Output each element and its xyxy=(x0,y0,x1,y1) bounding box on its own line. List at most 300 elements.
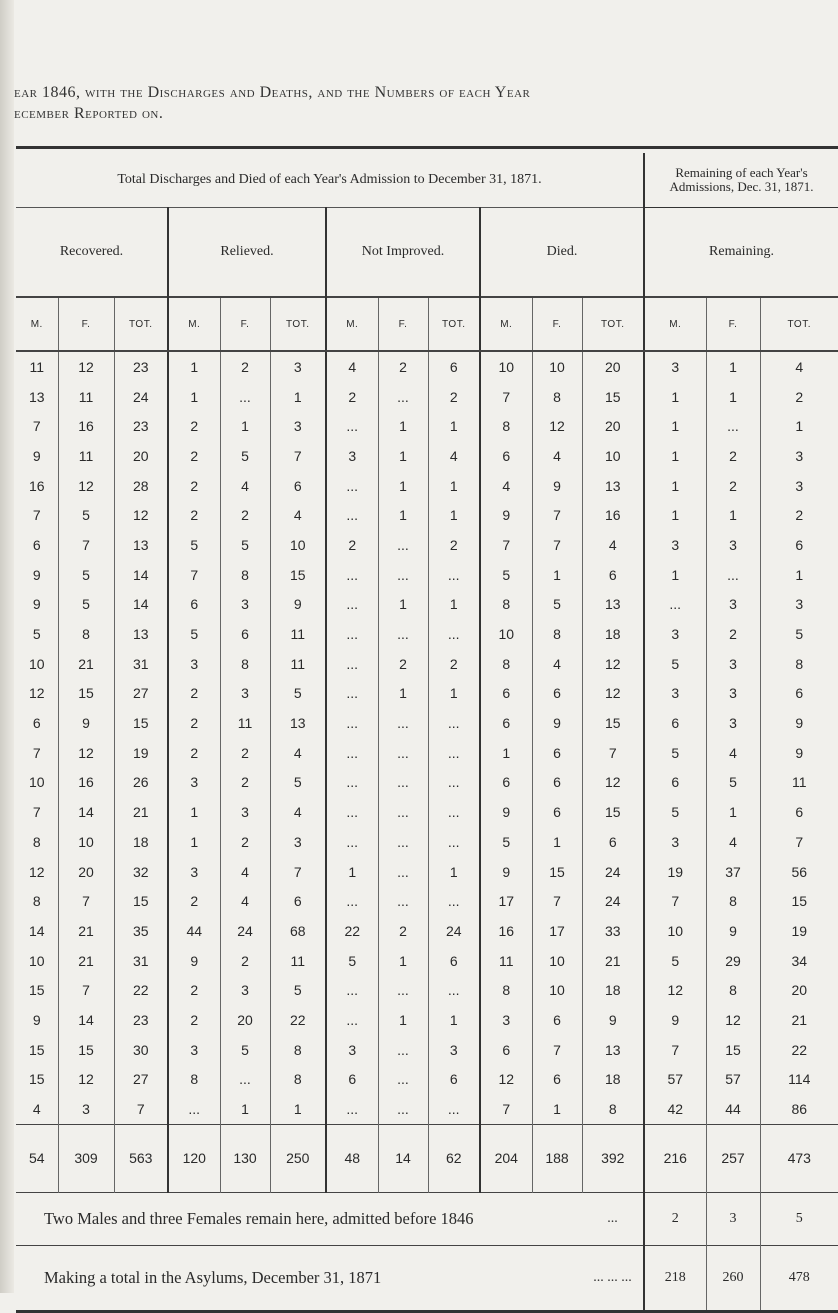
total-cell: 257 xyxy=(706,1124,760,1192)
table-cell: 7 xyxy=(480,530,532,560)
table-cell: 22 xyxy=(760,1035,838,1065)
table-cell: 4 xyxy=(220,886,270,916)
table-cell: ... xyxy=(428,560,480,590)
table-cell: 5 xyxy=(326,946,378,976)
total-cell: 250 xyxy=(270,1124,326,1192)
table-cell: 1 xyxy=(644,441,706,471)
table-cell: ... xyxy=(326,797,378,827)
table-cell: 7 xyxy=(58,975,114,1005)
table-cell: 15 xyxy=(760,886,838,916)
table-row xyxy=(16,382,838,412)
table-cell: 7 xyxy=(532,500,582,530)
table-row xyxy=(16,679,838,709)
table-cell: 11 xyxy=(480,946,532,976)
table-cell: 7 xyxy=(644,886,706,916)
table-cell: 1 xyxy=(706,500,760,530)
table-cell: 1 xyxy=(428,679,480,709)
table-row xyxy=(16,590,838,620)
grand-total-row-value: 260 xyxy=(706,1245,760,1311)
table-cell: 9 xyxy=(480,857,532,887)
table-cell: 4 xyxy=(428,441,480,471)
table-cell: 22 xyxy=(326,916,378,946)
table-cell: 5 xyxy=(270,975,326,1005)
table-cell: 44 xyxy=(168,916,220,946)
table-cell: 4 xyxy=(480,471,532,501)
table-cell: 8 xyxy=(32,833,41,850)
table-cell: 1 xyxy=(378,946,428,976)
table-row xyxy=(16,827,838,857)
table-cell: 1 xyxy=(270,382,326,412)
table-cell: 7 xyxy=(32,804,41,821)
group-recovered: Recovered. xyxy=(16,208,168,298)
table-cell: 2 xyxy=(378,351,428,382)
table-cell: 14 xyxy=(58,1005,114,1035)
table-cell: 10 xyxy=(270,530,326,560)
table-cell: 6 xyxy=(532,1005,582,1035)
table-cell: 7 xyxy=(532,886,582,916)
table-cell: ... xyxy=(428,738,480,768)
table-cell: 3 xyxy=(760,441,838,471)
table-cell: 15 xyxy=(58,679,114,709)
table-cell: 24 xyxy=(582,857,644,887)
table-cell: 6 xyxy=(532,1065,582,1095)
asylum-statistics-table xyxy=(16,146,838,1313)
table-cell: 14 xyxy=(58,797,114,827)
table-cell: 3 xyxy=(644,530,706,560)
table-cell: 8 xyxy=(270,1065,326,1095)
admitted-before-row-value: 2 xyxy=(644,1192,706,1245)
table-cell: 12 xyxy=(706,1005,760,1035)
table-cell: 8 xyxy=(706,975,760,1005)
table-cell: 5 xyxy=(168,619,220,649)
table-cell: 1 xyxy=(270,1094,326,1124)
table-cell: ... xyxy=(326,768,378,798)
column-header: F. xyxy=(220,297,270,351)
table-cell: 8 xyxy=(760,649,838,679)
table-cell: ... xyxy=(326,827,378,857)
table-cell: 1 xyxy=(428,471,480,501)
table-cell: 29 xyxy=(706,946,760,976)
table-cell: ... xyxy=(326,886,378,916)
table-row xyxy=(16,619,838,649)
table-cell: 7 xyxy=(480,1094,532,1124)
table-cell: 15 xyxy=(58,1035,114,1065)
table-cell: ... xyxy=(326,471,378,501)
table-cell: 26 xyxy=(114,768,168,798)
table-cell: ... xyxy=(378,708,428,738)
table-row xyxy=(16,351,838,382)
table-cell: 1 xyxy=(168,382,220,412)
total-cell: 563 xyxy=(114,1124,168,1192)
table-cell: 9 xyxy=(480,797,532,827)
table-row xyxy=(16,975,838,1005)
table-cell: ... xyxy=(378,382,428,412)
admitted-before-row-value: 5 xyxy=(760,1192,838,1245)
table-cell: 6 xyxy=(532,679,582,709)
table-cell: ... xyxy=(428,827,480,857)
table-cell: 27 xyxy=(114,679,168,709)
table-cell: 5 xyxy=(480,827,532,857)
total-cell: 120 xyxy=(168,1124,220,1192)
total-cell: 309 xyxy=(58,1124,114,1192)
column-header: TOT. xyxy=(428,297,480,351)
table-cell: 14 xyxy=(28,922,45,939)
column-header: F. xyxy=(378,297,428,351)
table-cell: ... xyxy=(644,590,706,620)
table-row xyxy=(16,946,838,976)
table-cell: 10 xyxy=(644,916,706,946)
table-cell: 1 xyxy=(428,1005,480,1035)
table-cell: 14 xyxy=(114,590,168,620)
table-cell: 20 xyxy=(220,1005,270,1035)
table-cell: 10 xyxy=(58,827,114,857)
table-cell: 7 xyxy=(32,744,41,761)
table-cell: 6 xyxy=(532,797,582,827)
table-cell: 2 xyxy=(168,1005,220,1035)
table-cell: 6 xyxy=(480,679,532,709)
table-cell: 7 xyxy=(760,827,838,857)
table-cell: 11 xyxy=(58,441,114,471)
grand-total-row-value: 218 xyxy=(644,1245,706,1311)
table-cell: 13 xyxy=(582,1035,644,1065)
table-cell: 11 xyxy=(270,619,326,649)
table-cell: 6 xyxy=(532,738,582,768)
table-cell: 6 xyxy=(582,827,644,857)
table-cell: 20 xyxy=(582,351,644,382)
table-cell: 6 xyxy=(32,715,41,732)
table-cell: 1 xyxy=(326,857,378,887)
table-cell: 3 xyxy=(706,530,760,560)
table-cell: 16 xyxy=(58,768,114,798)
column-header: TOT. xyxy=(582,297,644,351)
grand-total-row-value: 478 xyxy=(760,1245,838,1311)
table-cell: 24 xyxy=(114,382,168,412)
table-cell: 3 xyxy=(706,679,760,709)
table-cell: 7 xyxy=(270,857,326,887)
table-cell: ... xyxy=(428,975,480,1005)
table-cell: 1 xyxy=(378,1005,428,1035)
table-row xyxy=(16,471,838,501)
table-cell: 9 xyxy=(480,500,532,530)
table-cell: ... xyxy=(378,768,428,798)
table-cell: 7 xyxy=(532,530,582,560)
table-cell: 7 xyxy=(480,382,532,412)
admitted-before-row-value: 3 xyxy=(706,1192,760,1245)
table-cell: 20 xyxy=(760,975,838,1005)
table-cell: 8 xyxy=(582,1094,644,1124)
table-cell: 1 xyxy=(428,500,480,530)
table-cell: 32 xyxy=(114,857,168,887)
total-cell: 62 xyxy=(428,1124,480,1192)
table-cell: 11 xyxy=(760,768,838,798)
table-cell: 4 xyxy=(32,1101,41,1118)
table-cell: 57 xyxy=(644,1065,706,1095)
table-cell: 22 xyxy=(270,1005,326,1035)
table-cell: 12 xyxy=(480,1065,532,1095)
table-cell: 8 xyxy=(270,1035,326,1065)
table-cell: 9 xyxy=(270,590,326,620)
table-cell: 1 xyxy=(532,1094,582,1124)
table-cell: 13 xyxy=(114,530,168,560)
table-cell: 42 xyxy=(644,1094,706,1124)
table-cell: 12 xyxy=(58,1065,114,1095)
total-cell: 473 xyxy=(760,1124,838,1192)
table-cell: 20 xyxy=(582,411,644,441)
table-cell: 6 xyxy=(582,560,644,590)
table-cell: 12 xyxy=(58,471,114,501)
table-row xyxy=(16,1065,838,1095)
table-cell: 9 xyxy=(32,596,41,613)
table-cell: ... xyxy=(378,738,428,768)
table-cell: 8 xyxy=(58,619,114,649)
table-cell: ... xyxy=(378,1035,428,1065)
table-cell: 6 xyxy=(480,1035,532,1065)
table-cell: ... xyxy=(378,827,428,857)
table-cell: 2 xyxy=(428,530,480,560)
table-cell: 2 xyxy=(428,649,480,679)
table-row xyxy=(16,411,838,441)
table-cell: 17 xyxy=(532,916,582,946)
column-header: M. xyxy=(168,297,220,351)
table-cell: 8 xyxy=(168,1065,220,1095)
table-cell: 3 xyxy=(480,1005,532,1035)
table-cell: 4 xyxy=(326,351,378,382)
table-cell: 2 xyxy=(378,916,428,946)
table-cell: 13 xyxy=(582,471,644,501)
table-cell: 5 xyxy=(58,500,114,530)
table-cell: 7 xyxy=(644,1035,706,1065)
total-cell: 54 xyxy=(16,1124,58,1192)
table-cell: 5 xyxy=(58,560,114,590)
table-cell: 5 xyxy=(644,797,706,827)
table-cell: 3 xyxy=(706,649,760,679)
table-row xyxy=(16,1094,838,1124)
table-cell: 7 xyxy=(532,1035,582,1065)
table-cell: 12 xyxy=(28,863,45,880)
table-cell: 8 xyxy=(32,893,41,910)
table-cell: 16 xyxy=(480,916,532,946)
table-cell: 2 xyxy=(220,827,270,857)
table-cell: 12 xyxy=(644,975,706,1005)
table-cell: 5 xyxy=(270,768,326,798)
table-cell: 23 xyxy=(114,1005,168,1035)
column-header: TOT. xyxy=(270,297,326,351)
table-cell: 15 xyxy=(28,1041,45,1058)
table-cell: ... xyxy=(168,1094,220,1124)
table-cell: 21 xyxy=(58,946,114,976)
table-cell: 1 xyxy=(428,590,480,620)
table-cell: 3 xyxy=(326,441,378,471)
table-cell: 21 xyxy=(58,916,114,946)
grand-total-row-label: Making a total in the Asylums, December 31, 1871 xyxy=(16,1245,582,1311)
table-cell: 7 xyxy=(58,530,114,560)
table-cell: 15 xyxy=(706,1035,760,1065)
table-cell: 1 xyxy=(644,560,706,590)
table-cell: 1 xyxy=(378,500,428,530)
table-cell: 5 xyxy=(532,590,582,620)
table-cell: 1 xyxy=(644,382,706,412)
total-cell: 216 xyxy=(644,1124,706,1192)
table-cell: 6 xyxy=(480,768,532,798)
admitted-before-row-label: Two Males and three Females remain here, admitted before 1846 xyxy=(16,1192,582,1245)
table-cell: ... xyxy=(326,975,378,1005)
column-header: F. xyxy=(706,297,760,351)
table-cell: 23 xyxy=(114,411,168,441)
table-cell: 8 xyxy=(480,411,532,441)
table-cell: 12 xyxy=(532,411,582,441)
table-cell: 8 xyxy=(532,619,582,649)
table-cell: 3 xyxy=(326,1035,378,1065)
table-cell: 11 xyxy=(270,946,326,976)
table-cell: ... xyxy=(428,1094,480,1124)
table-cell: 6 xyxy=(480,708,532,738)
table-cell: 1 xyxy=(378,471,428,501)
table-cell: 12 xyxy=(58,738,114,768)
column-header: M. xyxy=(16,297,58,351)
table-cell: 5 xyxy=(706,768,760,798)
column-header: M. xyxy=(326,297,378,351)
table-cell: 11 xyxy=(29,358,45,375)
table-cell: 9 xyxy=(582,1005,644,1035)
table-cell: 9 xyxy=(760,708,838,738)
table-cell: 2 xyxy=(168,471,220,501)
table-cell: 9 xyxy=(58,708,114,738)
table-cell: 13 xyxy=(582,590,644,620)
table-cell: 24 xyxy=(428,916,480,946)
table-cell: 1 xyxy=(532,560,582,590)
table-cell: 56 xyxy=(760,857,838,887)
table-row xyxy=(16,441,838,471)
table-cell: 1 xyxy=(644,500,706,530)
admitted-before-row-leader-dots: ... xyxy=(582,1192,644,1245)
table-cell: 8 xyxy=(220,649,270,679)
table-cell: 6 xyxy=(760,797,838,827)
table-cell: 24 xyxy=(582,886,644,916)
table-cell: 4 xyxy=(532,441,582,471)
table-cell: 3 xyxy=(706,590,760,620)
table-cell: ... xyxy=(378,530,428,560)
table-cell: 4 xyxy=(270,797,326,827)
table-cell: ... xyxy=(326,619,378,649)
table-cell: 3 xyxy=(220,590,270,620)
table-cell: 2 xyxy=(168,500,220,530)
table-cell: 8 xyxy=(706,886,760,916)
table-cell: 23 xyxy=(114,351,168,382)
table-cell: 17 xyxy=(480,886,532,916)
table-cell: 10 xyxy=(582,441,644,471)
table-cell: 1 xyxy=(760,411,838,441)
table-cell: ... xyxy=(326,1094,378,1124)
table-cell: 3 xyxy=(270,411,326,441)
table-cell: 3 xyxy=(220,975,270,1005)
table-cell: 13 xyxy=(114,619,168,649)
table-cell: 6 xyxy=(270,886,326,916)
table-cell: 18 xyxy=(114,827,168,857)
table-cell: 6 xyxy=(480,441,532,471)
table-cell: 5 xyxy=(220,441,270,471)
table-row xyxy=(16,1005,838,1035)
table-cell: ... xyxy=(378,857,428,887)
table-cell: 15 xyxy=(114,886,168,916)
table-cell: 2 xyxy=(168,975,220,1005)
table-cell: 28 xyxy=(114,471,168,501)
table-cell: 3 xyxy=(168,1035,220,1065)
table-cell: ... xyxy=(326,411,378,441)
table-cell: 12 xyxy=(28,685,45,702)
table-row xyxy=(16,768,838,798)
table-cell: 8 xyxy=(480,590,532,620)
table-cell: 22 xyxy=(114,975,168,1005)
admitted-before-row xyxy=(16,1192,838,1245)
total-cell: 130 xyxy=(220,1124,270,1192)
table-cell: 21 xyxy=(582,946,644,976)
table-cell: 8 xyxy=(480,649,532,679)
table-row xyxy=(16,649,838,679)
table-cell: 6 xyxy=(532,768,582,798)
table-cell: 1 xyxy=(706,797,760,827)
table-cell: 7 xyxy=(582,738,644,768)
table-cell: ... xyxy=(428,797,480,827)
table-cell: 4 xyxy=(582,530,644,560)
table-cell: 9 xyxy=(644,1005,706,1035)
table-row xyxy=(16,530,838,560)
table-cell: 2 xyxy=(168,441,220,471)
total-cell: 392 xyxy=(582,1124,644,1192)
table-cell: 18 xyxy=(582,1065,644,1095)
table-cell: 14 xyxy=(114,560,168,590)
table-cell: 1 xyxy=(168,827,220,857)
table-cell: 1 xyxy=(428,411,480,441)
table-cell: 5 xyxy=(270,679,326,709)
table-cell: 5 xyxy=(220,1035,270,1065)
table-cell: 9 xyxy=(168,946,220,976)
table-cell: 11 xyxy=(220,708,270,738)
table-cell: ... xyxy=(428,886,480,916)
table-cell: 1 xyxy=(220,1094,270,1124)
column-header-row xyxy=(16,297,838,351)
table-cell: 19 xyxy=(114,738,168,768)
table-cell: 114 xyxy=(760,1065,838,1095)
table-cell: 57 xyxy=(706,1065,760,1095)
table-cell: 3 xyxy=(644,827,706,857)
table-cell: 6 xyxy=(644,708,706,738)
table-row xyxy=(16,1035,838,1065)
table-cell: 6 xyxy=(32,536,41,553)
table-cell: 9 xyxy=(706,916,760,946)
table-cell: ... xyxy=(220,1065,270,1095)
table-cell: 7 xyxy=(32,418,41,435)
table-cell: 15 xyxy=(28,1071,45,1088)
table-cell: 12 xyxy=(58,351,114,382)
table-cell: 1 xyxy=(644,411,706,441)
discharges-title: Total Discharges and Died of each Year's Admission to December 31, 1871. xyxy=(117,172,542,187)
group-died: Died. xyxy=(480,208,644,298)
column-header: TOT. xyxy=(760,297,838,351)
table-cell: ... xyxy=(378,560,428,590)
table-cell: 5 xyxy=(644,946,706,976)
table-cell: 1 xyxy=(706,382,760,412)
table-cell: 4 xyxy=(706,738,760,768)
table-cell: 21 xyxy=(760,1005,838,1035)
table-cell: 3 xyxy=(644,619,706,649)
column-header: TOT. xyxy=(114,297,168,351)
table-cell: 15 xyxy=(532,857,582,887)
table-cell: 13 xyxy=(270,708,326,738)
grand-total-row xyxy=(16,1245,838,1311)
table-cell: 12 xyxy=(582,679,644,709)
table-cell: 2 xyxy=(760,500,838,530)
table-cell: 4 xyxy=(760,351,838,382)
